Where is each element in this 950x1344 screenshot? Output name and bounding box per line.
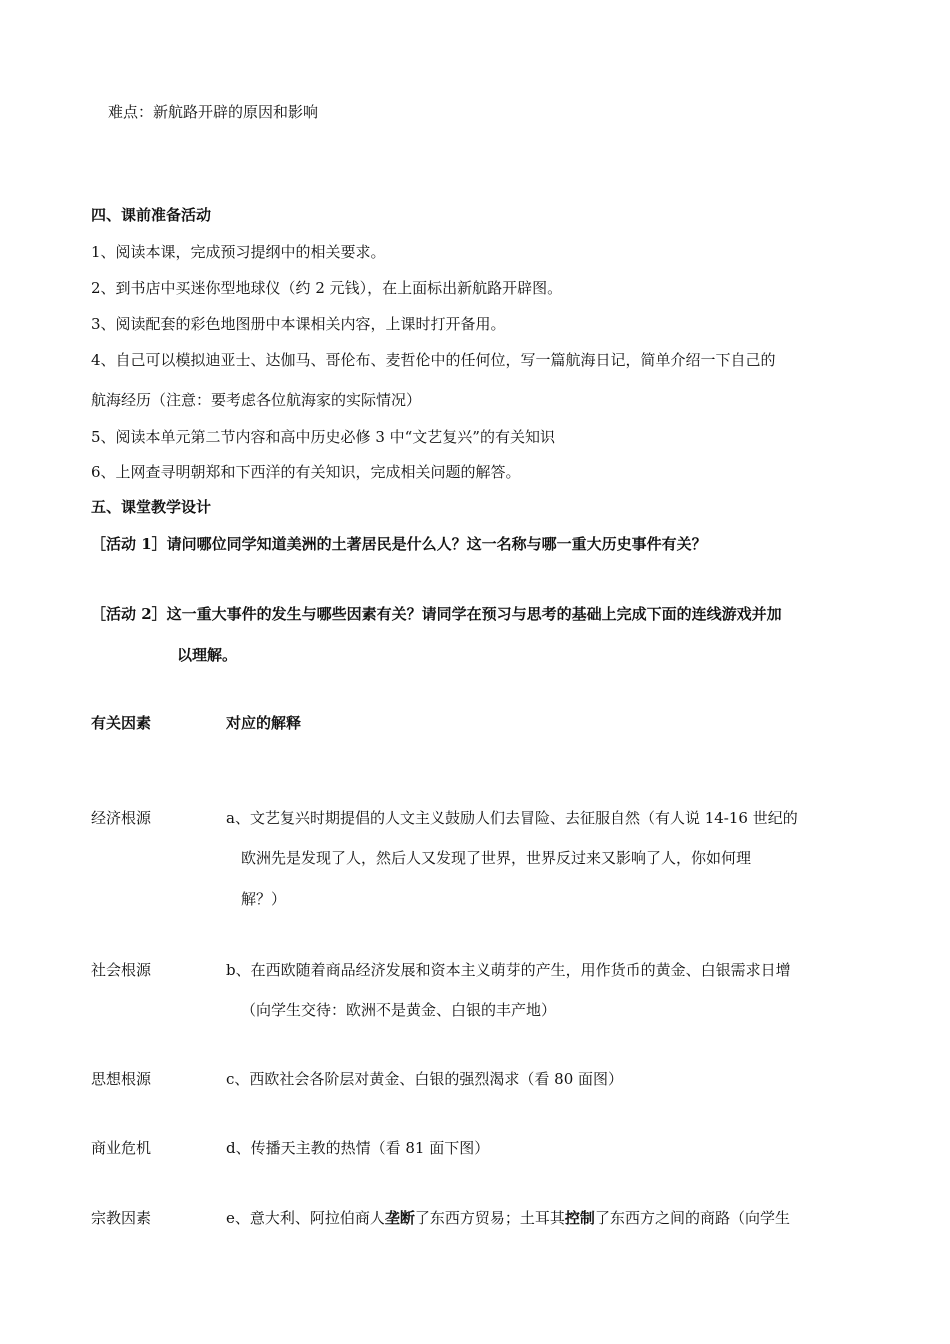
- explanation-b-line-2: （向学生交待：欧洲不是黄金、白银的丰产地）: [241, 1001, 557, 1019]
- header-factor: 有关因素: [91, 714, 152, 732]
- factor-religious: 宗教因素: [91, 1209, 152, 1227]
- explanation-e-part-2: 了东西方贸易；土耳其: [414, 1209, 565, 1227]
- prep-item-1: 1、阅读本课，完成预习提纲中的相关要求。: [91, 243, 386, 261]
- factor-ideological: 思想根源: [91, 1070, 152, 1088]
- explanation-b-line-1: b、在西欧随着商品经济发展和资本主义萌芽的产生，用作货币的黄金、白银需求日增: [226, 961, 791, 979]
- activity-1: ［活动 1］请问哪位同学知道美洲的土著居民是什么人？这一名称与哪一重大历史事件有关？: [91, 535, 707, 553]
- explanation-a-line-3: 解？）: [241, 890, 287, 908]
- explanation-d: d、传播天主教的热情（看 81 面下图）: [226, 1139, 490, 1157]
- explanation-a-line-1: a、文艺复兴时期提倡的人文主义鼓励人们去冒险、去征服自然（有人说 14-16 世纪的: [226, 809, 798, 827]
- explanation-e-monopoly: 垄断: [384, 1209, 415, 1227]
- explanation-e-part-3: 了东西方之间的商路（向学生: [594, 1209, 790, 1227]
- prep-item-3: 3、阅读配套的彩色地图册中本课相关内容，上课时打开备用。: [91, 315, 506, 333]
- explanation-e-part-1: e、意大利、阿拉伯商人: [226, 1209, 385, 1227]
- factor-economic: 经济根源: [91, 809, 152, 827]
- explanation-e-control: 控制: [564, 1209, 595, 1227]
- header-explanation: 对应的解释: [226, 714, 302, 732]
- prep-item-4-continued: 航海经历（注意：要考虑各位航海家的实际情况）: [91, 391, 422, 409]
- factor-commercial-crisis: 商业危机: [91, 1139, 152, 1157]
- activity-2-line-2: 以理解。: [177, 646, 238, 664]
- prep-item-6: 6、上网查寻明朝郑和下西洋的有关知识，完成相关问题的解答。: [91, 463, 521, 481]
- factor-social: 社会根源: [91, 961, 152, 979]
- prep-item-5: 5、阅读本单元第二节内容和高中历史必修 3 中“文艺复兴”的有关知识: [91, 428, 555, 446]
- section-4-title: 四、课前准备活动: [91, 206, 212, 224]
- prep-item-4: 4、自己可以模拟迪亚士、达伽马、哥伦布、麦哲伦中的任何位，写一篇航海日记，简单介绍一下自己的: [91, 351, 776, 369]
- explanation-c: c、西欧社会各阶层对黄金、白银的强烈渴求（看 80 面图）: [226, 1070, 624, 1088]
- section-5-title: 五、课堂教学设计: [91, 498, 212, 516]
- explanation-a-line-2: 欧洲先是发现了人，然后人又发现了世界，世界反过来又影响了人，你如何理: [241, 849, 752, 867]
- difficulty-line: 难点：新航路开辟的原因和影响: [108, 103, 319, 121]
- activity-2-line-1: ［活动 2］这一重大事件的发生与哪些因素有关？请同学在预习与思考的基础上完成下面的连线游戏并加: [91, 605, 782, 623]
- prep-item-2: 2、到书店中买迷你型地球仪（约 2 元钱），在上面标出新航路开辟图。: [91, 279, 563, 297]
- explanation-e: [226, 1208, 790, 1228]
